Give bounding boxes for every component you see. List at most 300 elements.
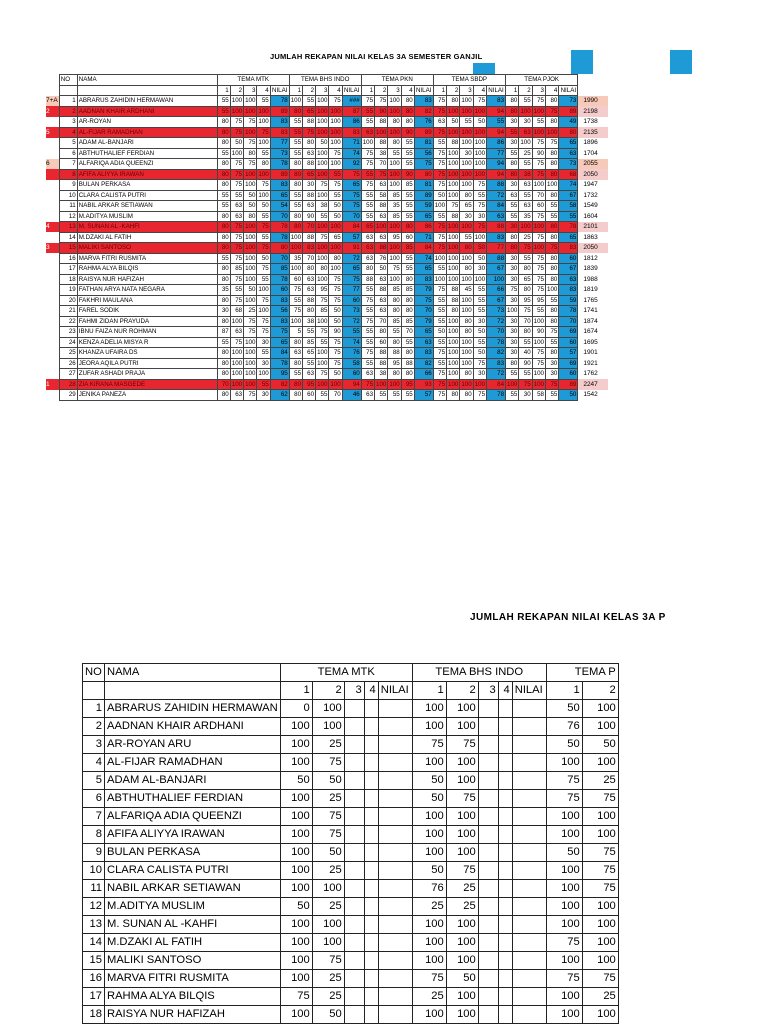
score-cell: 75 [230,169,243,180]
score-cell: 100 [317,107,328,115]
score-cell: 70 [303,222,316,233]
nilai-cell: 55 [342,327,361,338]
nilai-cell: 83 [270,117,289,128]
score-cell: 75 [446,862,478,880]
score-cell: 55 [388,148,401,159]
rank-cell [46,169,59,180]
total-cell: 1839 [583,265,598,273]
score-cell: 55 [433,337,446,348]
score-cell: 100 [258,286,269,294]
score-cell: 55 [433,358,446,369]
score-cell: 100 [290,97,302,105]
subheader-cell: 3 [532,85,545,96]
score-cell: 100 [245,338,256,346]
table-row [46,117,608,128]
score-cell: 75 [361,379,374,390]
score-cell: 38 [375,148,388,159]
score-cell: 88 [447,211,460,222]
score-cell: 25 [412,898,446,916]
score-cell [512,790,546,808]
score-cell [364,1006,378,1024]
score-cell: 63 [519,180,532,191]
table-row [83,1006,619,1024]
score-cell: 100 [280,718,312,736]
score-cell [378,718,412,736]
score-cell: 75 [546,970,582,988]
rank-cell [46,148,59,159]
score-cell: 75 [433,222,446,233]
nilai-cell: 60 [559,369,578,380]
score-cell: 50 [473,243,486,254]
score-cell: 55 [473,337,486,348]
score-cell: 88 [375,348,388,359]
score-cell: 80 [506,106,519,117]
score-cell: 100 [376,128,387,136]
nilai-cell: 89 [559,379,578,390]
rank-cell [46,253,59,264]
score-cell: 100 [389,380,400,388]
score-cell: 75 [329,180,342,191]
row-number: 10 [83,862,105,880]
score-cell [364,826,378,844]
table-row [46,337,608,348]
nilai-cell: 69 [559,358,578,369]
score-cell: 55 [460,117,473,128]
score-cell: 88 [375,285,388,296]
row-number: 17 [59,264,77,275]
nilai-cell: 83 [270,295,289,306]
score-cell: 100 [448,170,459,178]
score-cell: 38 [519,169,532,180]
score-cell: 95 [532,295,545,306]
score-cell [378,808,412,826]
score-cell: 60 [375,337,388,348]
score-cell: 100 [474,380,486,388]
score-cell: 75 [433,232,446,243]
score-cell: 80 [506,159,519,170]
total-cell: 1896 [583,139,598,147]
score-cell: 100 [330,244,341,252]
row-number: 18 [83,1006,105,1024]
score-cell: 80 [361,264,374,275]
score-cell: 100 [461,349,472,357]
score-cell: 75 [329,96,342,107]
nilai-cell: 73 [559,159,578,170]
score-cell: 75 [582,862,618,880]
score-cell [364,898,378,916]
score-cell: 55 [519,253,532,264]
score-cell: 75 [244,316,257,327]
nilai-cell: 100 [487,274,506,285]
student-name: MARVA FITRI RUSMITA [105,970,281,988]
row-number: 17 [83,988,105,1006]
score-cell [498,970,512,988]
score-cell: 80 [316,264,329,275]
score-cell: 100 [412,844,446,862]
score-cell: 55 [546,201,559,212]
row-number: 8 [59,169,77,180]
score-cell: 90 [401,127,414,138]
score-cell: 75 [519,243,532,254]
score-cell: 80 [506,169,519,180]
score-cell: 50 [329,316,342,327]
score-cell: 100 [448,254,459,262]
nilai-cell: 86 [414,222,433,233]
row-number: 3 [59,117,77,128]
nilai-cell: 77 [487,243,506,254]
score-cell: 85 [303,337,316,348]
student-name: CLARA CALISTA PUTRI [105,862,281,880]
nilai-cell: 77 [487,148,506,159]
score-cell: 80 [257,159,270,170]
score-cell: 75 [230,232,243,243]
score-cell: 80 [401,106,414,117]
subheader-cell: 4 [257,85,270,96]
nilai-cell: 68 [559,169,578,180]
nilai-cell: 75 [342,169,361,180]
score-cell: 55 [361,358,374,369]
score-cell: 55 [289,138,302,149]
score-cell: 100 [280,970,312,988]
total-cell: 1704 [583,149,598,157]
score-cell: 80 [401,222,414,233]
row-number: 23 [59,327,77,338]
score-cell: 30 [506,337,519,348]
student-name: RAHMA ALYA BILQIS [105,988,281,1006]
score-cell [378,862,412,880]
score-cell: 55 [433,295,446,306]
score-cell: 55 [289,190,302,201]
score-cell: 63 [361,390,374,401]
student-name: RAISYA NUR HAFIZAH [105,1006,281,1024]
score-cell: 75 [519,379,532,390]
score-cell: 80 [289,106,302,117]
score-cell: 85 [316,306,329,317]
score-cell: 50 [412,862,446,880]
student-name: FAHMI ZIDAN PRAYUDA [77,316,217,327]
score-cell: 100 [446,988,478,1006]
score-cell: 85 [401,316,414,327]
score-cell: 75 [329,274,342,285]
rank-cell [46,337,59,348]
score-cell: 63 [303,369,316,380]
score-cell: 100 [330,380,341,388]
row-number: 24 [59,337,77,348]
score-cell: 100 [317,118,328,126]
score-cell: 100 [474,149,486,157]
nilai-cell: 65 [342,180,361,191]
nilai-cell: 72 [342,253,361,264]
score-cell: 55 [217,106,230,117]
nilai-cell: 49 [559,117,578,128]
score-cell: 50 [412,790,446,808]
student-name: ABRARUS ZAHIDIN HERMAWAN [77,96,217,107]
score-cell: 75 [433,285,446,296]
table-row [46,148,608,159]
score-cell: 55 [289,295,302,306]
subheader-cell: 2 [312,682,344,700]
row-number: 10 [59,190,77,201]
score-cell: 76 [412,880,446,898]
score-cell: 75 [257,180,270,191]
score-cell: 80 [303,138,316,149]
nilai-cell: 65 [342,264,361,275]
score-cell [478,916,498,934]
score-cell: 30 [257,337,270,348]
score-cell [378,844,412,862]
score-cell: 50 [316,138,329,149]
nilai-cell: 70 [270,253,289,264]
row-number: 12 [83,898,105,916]
nilai-cell: 89 [270,106,289,117]
score-cell: 80 [244,211,257,222]
score-cell: 63 [375,180,388,191]
score-cell: 100 [245,244,256,252]
score-cell: 55 [388,390,401,401]
score-cell: 55 [401,190,414,201]
score-cell [344,826,364,844]
score-cell: 100 [376,380,387,388]
score-cell: 100 [446,772,478,790]
score-cell: 100 [317,317,328,325]
score-cell: 100 [245,233,256,241]
subheader-cell: 2 [447,85,460,96]
nilai-cell: 63 [559,274,578,285]
score-cell: 55 [289,369,302,380]
score-cell: 75 [532,232,545,243]
score-cell: 70 [375,159,388,170]
score-cell [364,790,378,808]
score-cell: 80 [217,264,230,275]
score-cell [478,1006,498,1024]
student-name: M. SUNAN AL -KAHFI [105,916,281,934]
row-number: 15 [83,952,105,970]
score-cell: 80 [375,327,388,338]
score-cell: 95 [401,379,414,390]
score-cell: 55 [433,316,446,327]
score-cell [344,1006,364,1024]
subheader-cell: 2 [519,85,532,96]
score-cell [478,970,498,988]
score-cell: 100 [474,160,486,168]
score-cell: 70 [375,316,388,327]
score-cell: 55 [316,337,329,348]
score-cell: 75 [446,736,478,754]
score-cell: 90 [329,327,342,338]
score-cell [378,898,412,916]
score-cell: 63 [303,148,316,159]
score-cell: 80 [519,285,532,296]
score-cell: 88 [447,138,460,149]
nilai-cell: 70 [342,211,361,222]
score-cell: 50 [329,201,342,212]
score-cell: 100 [280,808,312,826]
score-cell: 75 [546,243,559,254]
score-cell: 80 [289,169,302,180]
subheader-cell: 3 [388,85,401,96]
score-cell: 75 [433,379,446,390]
score-cell: 75 [361,348,374,359]
score-cell: 100 [317,191,328,199]
nilai-cell: 94 [487,127,506,138]
rank-cell: 3 [46,243,59,254]
table-row [46,285,608,296]
score-cell: 80 [217,169,230,180]
score-cell [512,736,546,754]
student-name: KHANZA UFAIRA DS [77,348,217,359]
score-cell: 100 [245,223,256,231]
score-cell: 25 [312,862,344,880]
score-cell: 50 [329,369,342,380]
score-cell [364,952,378,970]
score-cell: 100 [546,826,582,844]
header-tema-pkn: TEMA P [546,664,618,682]
subheader-cell: NILAI [512,682,546,700]
score-cell: 100 [474,233,486,241]
row-number: 1 [83,700,105,718]
nilai-cell: ### [342,96,361,107]
total-cell: 1812 [583,254,598,262]
nilai-cell: 83 [487,358,506,369]
row-number: 11 [83,880,105,898]
nilai-cell: 56 [270,306,289,317]
score-cell: 30 [506,138,519,149]
nilai-cell: 59 [414,201,433,212]
total-cell: 1542 [583,391,598,399]
score-cell: 75 [532,274,545,285]
nilai-cell: 71 [342,138,361,149]
nilai-cell: 80 [414,169,433,180]
nilai-cell: 94 [487,159,506,170]
score-cell: 75 [361,295,374,306]
score-cell: 50 [473,327,486,338]
score-cell: 75 [316,369,329,380]
score-cell: 87 [217,327,230,338]
nilai-cell: 70 [270,211,289,222]
nilai-cell: 75 [414,295,433,306]
score-cell: 100 [317,254,328,262]
score-cell: 100 [533,181,544,189]
score-cell: 40 [519,348,532,359]
nilai-cell: 81 [414,180,433,191]
score-cell: 63 [519,201,532,212]
nilai-cell: 88 [487,222,506,233]
rank-cell [46,232,59,243]
subheader-cell: 2 [230,85,243,96]
subheader-cell: 3 [460,85,473,96]
score-cell: 55 [257,379,270,390]
score-cell: 75 [532,253,545,264]
nilai-cell: 80 [270,243,289,254]
score-cell: 80 [244,148,257,159]
score-cell: 55 [506,127,519,138]
score-cell: 30 [519,390,532,401]
score-cell: 100 [446,754,478,772]
score-cell [512,898,546,916]
score-cell [498,988,512,1006]
score-cell: 55 [217,148,230,159]
score-cell: 55 [257,148,270,159]
score-cell: 100 [474,128,486,136]
score-cell: 0 [280,700,312,718]
score-cell: 100 [582,916,618,934]
score-cell: 63 [230,211,243,222]
nilai-cell: 94 [487,106,506,117]
row-number: 3 [83,736,105,754]
score-cell: 100 [582,718,618,736]
score-cell: 100 [446,700,478,718]
nilai-cell: 83 [414,274,433,285]
header-tema-pkn: TEMA PKN [361,75,433,86]
score-cell [512,862,546,880]
summary-table-2 [82,663,619,1024]
rank-cell [46,369,59,380]
score-cell: 100 [389,107,400,115]
score-cell: 50 [546,700,582,718]
score-cell: 25 [312,898,344,916]
rank-cell [46,390,59,401]
nilai-cell: 70 [559,316,578,327]
score-cell [364,970,378,988]
score-cell: 55 [401,211,414,222]
score-cell: 95 [303,379,316,390]
score-cell [344,916,364,934]
nilai-cell: 46 [342,390,361,401]
score-cell: 75 [532,264,545,275]
score-cell: 88 [375,243,388,254]
score-cell: 55 [460,232,473,243]
score-cell: 75 [582,880,618,898]
nilai-cell: 67 [559,190,578,201]
score-cell: 75 [473,180,486,191]
total-cell: 1765 [583,296,598,304]
total-cell: 2101 [578,222,608,233]
table-row [83,754,619,772]
score-cell [344,844,364,862]
rank-cell [46,306,59,317]
nilai-cell: 74 [559,180,578,191]
total-cell: 1863 [583,233,598,241]
score-cell: 75 [230,117,243,128]
score-cell: 80 [217,222,230,233]
score-cell: 80 [217,138,230,149]
score-cell: 100 [231,370,243,378]
score-cell: 55 [361,285,374,296]
score-cell: 75 [447,201,460,212]
score-cell [364,934,378,952]
subheader-cell: NILAI [271,86,288,94]
score-cell: 55 [361,211,374,222]
score-cell: 100 [461,139,472,147]
nilai-cell: 85 [270,264,289,275]
score-cell: 55 [401,138,414,149]
score-cell: 63 [375,274,388,285]
student-name: FAKHRI MAULANA [77,295,217,306]
score-cell: 75 [230,243,243,254]
score-cell: 100 [330,160,341,168]
table-row [46,358,608,369]
score-cell: 75 [433,369,446,380]
score-cell: 100 [280,862,312,880]
score-cell: 30 [519,117,532,128]
score-cell: 55 [519,369,532,380]
score-cell: 100 [412,952,446,970]
nilai-cell: 65 [414,327,433,338]
score-cell: 63 [361,232,374,243]
student-name: M.DZAKI AL FATIH [77,232,217,243]
score-cell: 100 [582,700,618,718]
score-cell: 80 [217,232,230,243]
